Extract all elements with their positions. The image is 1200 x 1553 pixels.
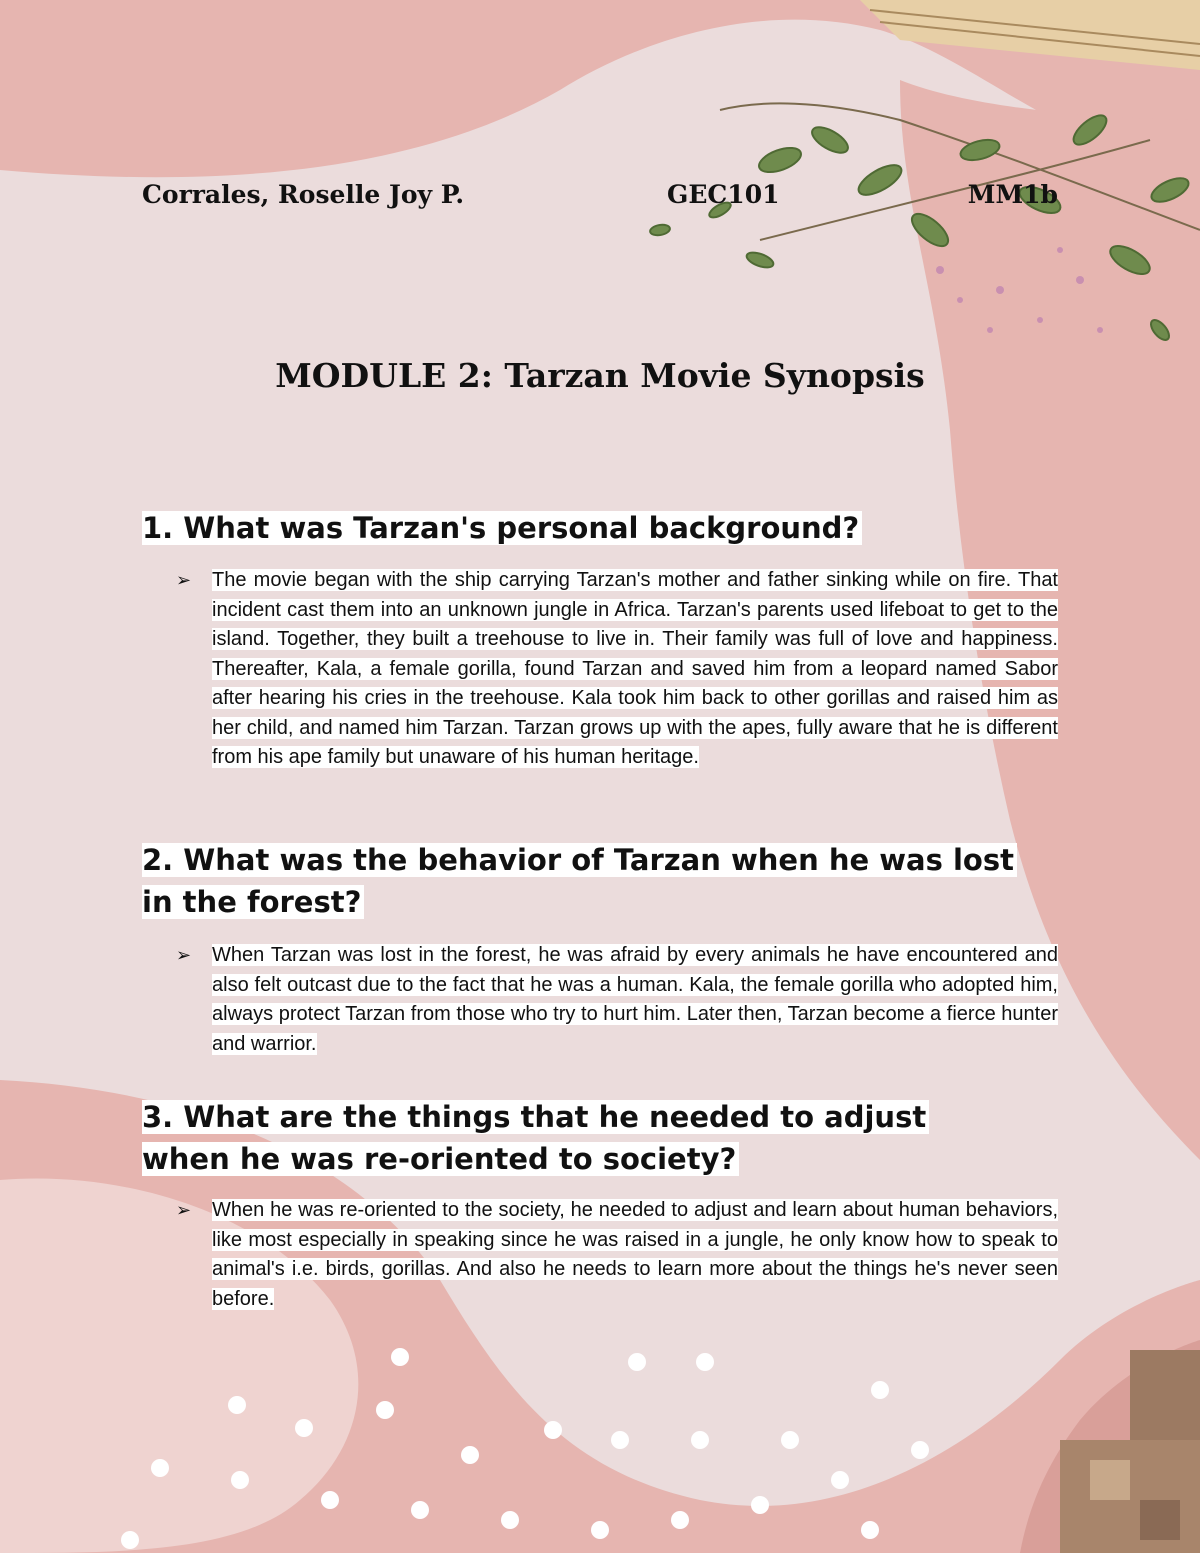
bullet-arrow-icon: ➢ (176, 945, 192, 966)
question-3: 3. What are the things that he needed to adjust when he was re-oriented to society? (142, 1096, 1022, 1180)
course-code: GEC101 (667, 180, 780, 209)
question-1: 1. What was Tarzan's personal background? (142, 507, 1022, 549)
question-2: 2. What was the behavior of Tarzan when he was lost in the forest? (142, 839, 1022, 923)
answer-3: When he was re-oriented to the society, he needed to adjust and learn about human behaviors, like most especially in speaking since he was raised in a jungle, he only know how to speak to animal's i.e. birds, gorillas. And also he needs to learn more about the things he's never seen before. (212, 1199, 1058, 1310)
bullet-arrow-icon: ➢ (176, 570, 192, 591)
section-code: MM1b (967, 180, 1058, 209)
student-name: Corrales, Roselle Joy P. (142, 180, 465, 209)
answer-2: When Tarzan was lost in the forest, he was afraid by every animals he have encountered and also felt outcast due to the fact that he was a human. Kala, the female gorilla who adopted him, always protect Tarzan from those who try to hurt him. Later then, Tarzan become a fierce hunter and warrior. (212, 944, 1058, 1055)
page-title: MODULE 2: Tarzan Movie Synopsis (275, 356, 925, 395)
bullet-arrow-icon: ➢ (176, 1200, 192, 1221)
answer-1: The movie began with the ship carrying Tarzan's mother and father sinking while on fire. That incident cast them into an unknown jungle in Africa. Tarzan's parents used lifeboat to get to the island. Together, they built a treehouse to live in. Their family was full of love and happiness. Thereafter, Kala, a female gorilla, found Tarzan and saved him from a leopard named Sabor after hearing his cries in the treehouse. Kala took him back to other gorillas and raised him as her child, and named him Tarzan. Tarzan grows up with the apes, fully aware that he is different from his ape family but unaware of his human heritage. (212, 569, 1058, 768)
